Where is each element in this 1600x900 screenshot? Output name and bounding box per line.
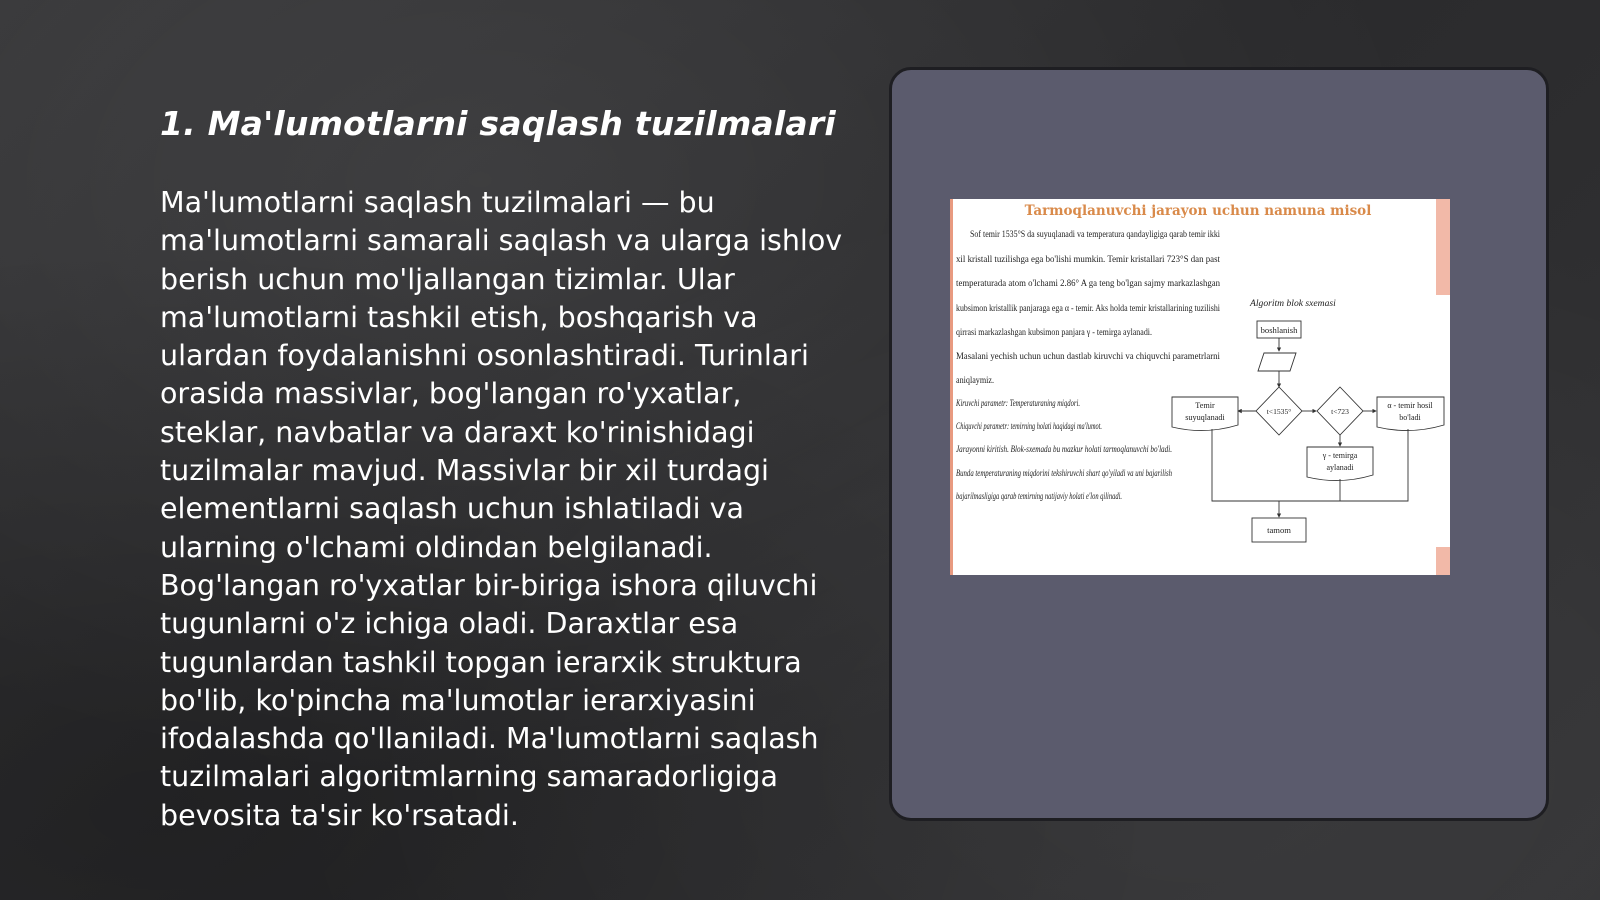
figure-text-line: Bunda temperaturaning miqdorini tekshiruvchi shart qo'yiladi va uni bajarilish [956,468,1173,479]
flowchart-condition-1-label: t<1535° [1266,407,1292,416]
slide-title: 1. Ma'lumotlarni saqlash tuzilmalari [160,104,836,143]
figure-text-line: Chiquvchi parametr: temirning holati haqidagi ma'lumot. [956,421,1102,432]
flowchart-figure-svg [950,199,1450,575]
figure-heading: Tarmoqlanuvchi jarayon uchun namuna misol [1024,203,1372,219]
figure-text-line: qirrasi markazlashgan kubsimon panjara γ - temirga aylanadi. [956,327,1152,338]
figure-text-line: Sof temir 1535°S da suyuqlanadi va temperatura qandayligiga qarab temir ikki [970,229,1221,240]
embedded-flowchart-image [950,199,1450,575]
flowchart-right-output-line-2: bo'ladi [1399,413,1421,422]
figure-text-line: Masalani yechish uchun uchun dastlab kiruvchi va chiquvchi parametrlarni [956,351,1221,362]
flowchart-right-output-line-1: α - temir hosil [1387,401,1433,410]
flowchart-condition-2-label: t<723 [1331,407,1349,416]
slide-body-text: Ma'lumotlarni saqlash tuzilmalari — bu ma'lumotlarni samarali saqlash va ularga ishlov berish uchun mo'ljallangan tizimlar. Ular ma'lumotlarni tashkil etish, boshqarish va ulardan foydalanishni osonlashtiradi. Turinlari orasida massivlar, bog'langan ro'yxatlar, steklar, navbatlar va daraxt ko'rinishidagi tuzilmalar mavjud. Massivlar bir xil turdagi elementlarni saqlash uchun ishlatiladi va ularning o'lchami oldindan belgilanadi. Bog'langan ro'yxatlar bir-biriga ishora qiluvchi tugunlarni o'z ichiga oladi. Daraxtlar esa tugunlardan tashkil topgan ierarxik struktura bo'lib, ko'pincha ma'lumotlar ierarxiyasini ifodalashda qo'llaniladi. Ma'lumotlarni saqlash tuzilmalari algoritmlarning samaradorligiga bevosita ta'sir ko'rsatadi. [160,186,843,832]
flowchart-left-output-line-1: Temir [1195,401,1215,410]
figure-text-line: Jarayonni kiritish. Blok-sxemada bu mazkur holati tarmoqlanuvchi bo'ladi. [956,444,1172,455]
figure-text-line: bajarilmasligiga qarab temirning natijaviy holati e'lon qilinadi. [956,491,1122,502]
flowchart-end-label: tamom [1267,525,1291,535]
figure-text-line: aniqlaymiz. [956,375,994,386]
flowchart-left-output-line-2: suyuqlanadi [1185,413,1225,422]
flowchart-input-block [1258,353,1296,371]
flowchart-caption: Algoritm blok sxemasi [1250,298,1336,309]
figure-text-line: xil kristall tuzilishga ega bo'lishi mumkin. Temir kristallari 723°S dan past [956,254,1221,265]
figure-text-line: kubsimon kristallik panjaraga ega α - temir. Aks holda temir kristallarining tuzilishi [956,303,1221,314]
flowchart-start-label: boshlanish [1260,325,1298,335]
figure-text-line: temperaturada atom o'lchami 2.86° A ga teng bo'lgan sajmy markazlashgan [956,278,1221,289]
figure-text-line: Kiruvchi parametr: Temperaturaning miqdori. [955,398,1080,409]
flowchart-middle-output-line-1: γ - temirga [1322,451,1358,460]
flowchart-middle-output-line-2: aylanadi [1326,463,1354,472]
